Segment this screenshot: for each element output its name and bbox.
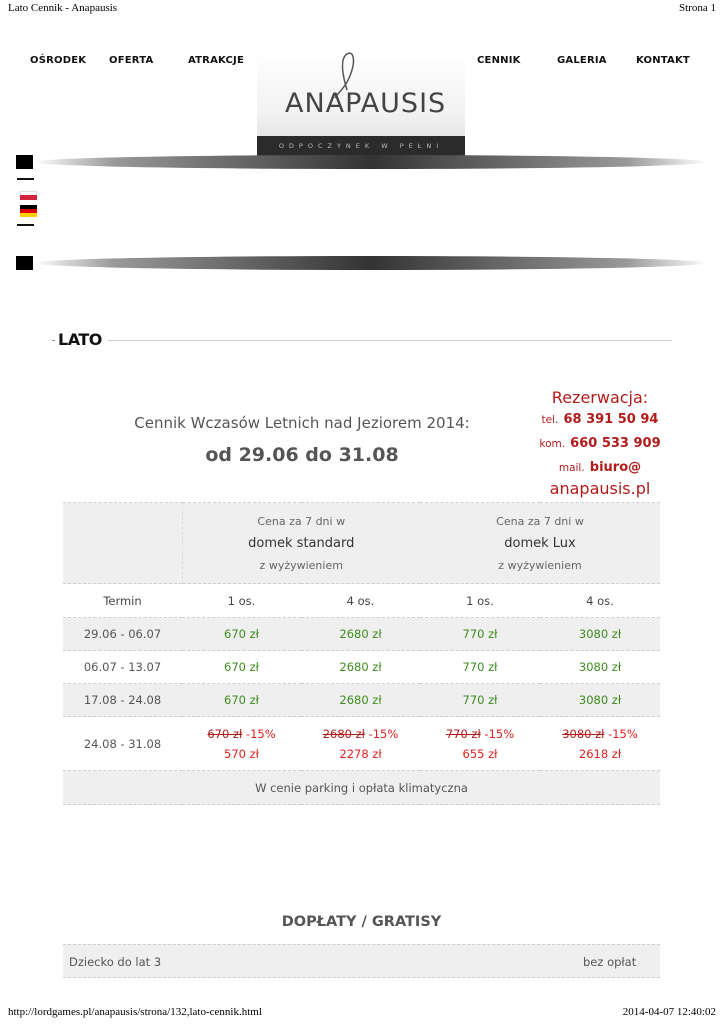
- table-row: 06.07 - 13.07 670 zł 2680 zł 770 zł 3080 zł: [63, 651, 660, 684]
- language-divider: [17, 178, 34, 180]
- print-page-number: Strona 1: [679, 2, 716, 14]
- print-url: http://lordgames.pl/anapausis/strona/132,lato-cennik.html: [8, 1006, 262, 1018]
- mobile-link[interactable]: 660 533 909: [570, 436, 661, 451]
- table-group-header: [63, 503, 660, 584]
- reservation-tel: tel. 68 391 50 94: [541, 412, 659, 427]
- table-row-promo: 24.08 - 31.08 670 zł -15% 570 zł 2680 zł -15% 2278 zł 770 zł -15% 655 zł 3080 zł -15% 2618 zł: [63, 717, 660, 771]
- banner-divider: [16, 256, 708, 270]
- section-line: [108, 340, 672, 341]
- logo-tagline: ODPOCZYNEK W PEŁNI: [257, 136, 465, 156]
- logo-text: ANAPAUSIS: [285, 88, 447, 119]
- nav-kontakt[interactable]: KONTAKT: [636, 55, 690, 66]
- nav-osrodek[interactable]: OŚRODEK: [30, 55, 87, 66]
- page-title: LATO: [58, 330, 102, 349]
- table-column-header: Termin 1 os. 4 os. 1 os. 4 os.: [63, 584, 660, 618]
- group-lux: Cena za 7 dni w domek Lux z wyżywieniem: [420, 503, 660, 584]
- nav-atrakcje[interactable]: ATRAKCJE: [188, 55, 245, 66]
- extras-row: Dziecko do lat 3 bez opłat: [63, 944, 660, 978]
- section-dot: [52, 340, 55, 341]
- header-divider: [16, 155, 708, 169]
- nav-oferta[interactable]: OFERTA: [109, 55, 154, 66]
- phone-link[interactable]: 68 391 50 94: [563, 412, 659, 427]
- pricing-heading: Cennik Wczasów Letnich nad Jeziorem 2014:: [134, 414, 470, 432]
- print-footer: [8, 1006, 716, 1020]
- email-link-part2[interactable]: anapausis.pl: [549, 479, 651, 498]
- group-standard: Cena za 7 dni w domek standard z wyżywieniem: [182, 503, 420, 584]
- email-link-part1[interactable]: biuro@: [589, 460, 642, 475]
- language-divider: [17, 224, 34, 226]
- print-datetime: 2014-04-07 12:40:02: [622, 1006, 716, 1018]
- flag-de-icon[interactable]: [20, 205, 37, 217]
- extras-title: DOPŁATY / GRATISY: [281, 914, 442, 930]
- reservation-label: Rezerwacja:: [551, 388, 649, 407]
- table-row: 17.08 - 24.08 670 zł 2680 zł 770 zł 3080 zł: [63, 684, 660, 717]
- flag-pl-icon[interactable]: [20, 191, 37, 200]
- logo[interactable]: [257, 50, 465, 156]
- table-row: 29.06 - 06.07 670 zł 2680 zł 770 zł 3080 zł: [63, 618, 660, 651]
- reservation-kom: kom. 660 533 909: [539, 436, 661, 451]
- reservation-mail: mail. biuro@: [558, 460, 642, 475]
- nav-cennik[interactable]: CENNIK: [477, 55, 521, 66]
- print-header: [8, 2, 716, 16]
- table-note: W cenie parking i opłata klimatyczna: [63, 771, 660, 805]
- price-table: [63, 502, 660, 805]
- print-title: Lato Cennik - Anapausis: [8, 2, 118, 14]
- nav-galeria[interactable]: GALERIA: [557, 55, 607, 66]
- pricing-dates: od 29.06 do 31.08: [205, 444, 399, 466]
